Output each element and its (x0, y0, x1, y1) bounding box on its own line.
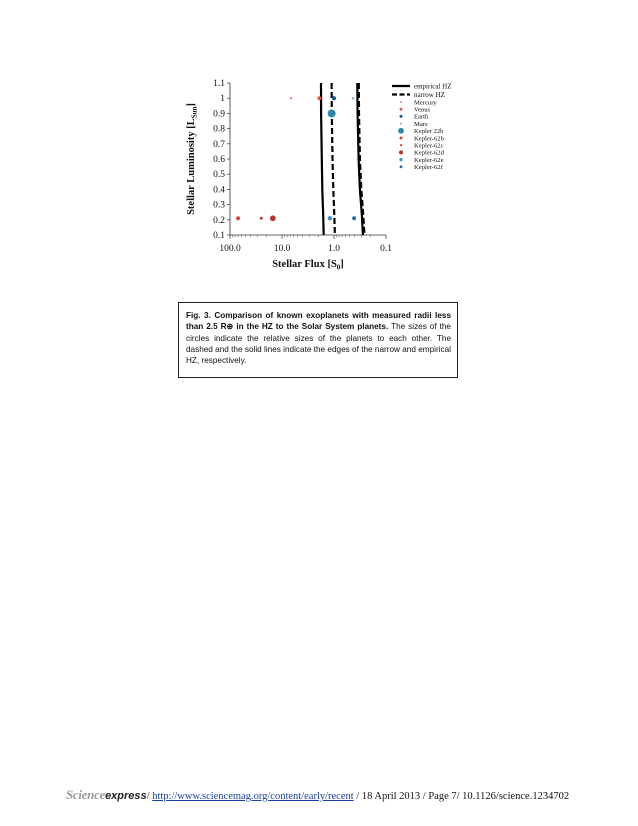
footer-separator: / (146, 791, 153, 802)
y-tick-label: 0.9 (213, 109, 225, 120)
legend-label: Mercury (414, 99, 437, 107)
legend-label-empirical: empirical HZ (414, 82, 452, 91)
figure-caption (178, 302, 458, 378)
legend-marker (400, 123, 402, 125)
legend-marker (399, 115, 402, 118)
x-axis-title-end: ] (340, 259, 344, 270)
y-tick-label: 0.8 (213, 124, 225, 135)
caption-label: Fig. 3. (186, 311, 211, 320)
y-tick-label: 1 (220, 94, 225, 105)
y-tick-label: 1.1 (213, 79, 225, 89)
express-logo: express (105, 790, 147, 802)
figure-3 (178, 72, 458, 282)
hz-chart (178, 72, 458, 282)
planet-point-kepler-62f (352, 216, 356, 220)
footer-citation: / 18 April 2013 / Page 7/ 10.1126/science.1234702 (353, 791, 570, 802)
planet-point-earth (332, 96, 336, 100)
y-axis-title: Stellar Luminosity $[L_{Sun}]$ (186, 103, 199, 215)
planet-point-mercury (290, 97, 293, 100)
y-tick-label: 0.5 (213, 170, 225, 181)
planet-point-kepler-62b (236, 216, 240, 220)
hz-line-empirical (321, 83, 324, 235)
caption-bold-text-2: in the HZ to the Solar System planets. (233, 322, 389, 332)
legend-marker (400, 108, 403, 111)
legend-label: Kepler-62c (414, 142, 444, 150)
y-tick-label: 0.1 (213, 231, 225, 241)
legend-label: Kepler-62b (414, 135, 444, 143)
legend-marker (400, 101, 402, 103)
x-tick-label: 10.0 (273, 244, 291, 254)
legend-marker (400, 144, 402, 146)
page-footer (66, 787, 586, 803)
planet-point-kepler-62c (260, 217, 263, 220)
planet-point-kepler-62e (328, 216, 333, 221)
y-tick-label: 0.2 (213, 215, 225, 226)
planet-point-kepler-62d (270, 215, 276, 221)
caption-body: The sizes of the circles indicate the relative sizes of the planets to each other. The dashed and the solid lines indicate the edges of the narrow and empirical HZ, respectively. (186, 322, 451, 366)
y-tick-label: 0.6 (213, 155, 225, 165)
footer-url-link[interactable]: http://www.sciencemag.org/content/early/recent (152, 791, 354, 802)
legend-label: Kepler-62e (414, 156, 444, 164)
legend-label: Kepler-62f (414, 164, 443, 172)
y-axis-title-sub: Sun (190, 106, 199, 119)
caption-bold-text-1: Comparison of known exoplanets with measured radii less than 2.5 R (186, 311, 451, 332)
x-tick-label: 1.0 (328, 244, 340, 254)
legend-marker (399, 150, 403, 154)
legend-label: Venus (414, 106, 431, 114)
y-tick-label: 0.4 (213, 185, 225, 196)
y-axis-title-end: ] (186, 103, 197, 107)
legend-label: Kepler 22b (414, 128, 444, 136)
science-logo: Science (66, 787, 106, 802)
earth-symbol: ⊕ (226, 322, 234, 332)
planet-point-venus (317, 96, 321, 100)
legend-marker (399, 158, 402, 161)
y-tick-label: 0.3 (213, 200, 225, 211)
legend-label: Mars (414, 120, 428, 128)
hz-line-narrow (332, 83, 335, 235)
x-axis-title-sub: 0 (336, 263, 341, 272)
planet-point-mars (352, 97, 355, 100)
legend-label: Kepler-62d (414, 149, 444, 157)
legend-marker (398, 128, 404, 134)
x-tick-label: 0.1 (380, 244, 392, 254)
planet-point-kepler-22b (328, 109, 336, 117)
x-axis-title: Stellar Flux $[S_0]$ (272, 259, 344, 272)
legend-label: Earth (414, 113, 429, 121)
legend-marker (400, 165, 403, 168)
x-tick-label: 100.0 (219, 244, 241, 254)
y-tick-label: 0.7 (213, 139, 225, 150)
legend-marker (400, 137, 403, 140)
legend-label-narrow: narrow HZ (414, 91, 445, 99)
